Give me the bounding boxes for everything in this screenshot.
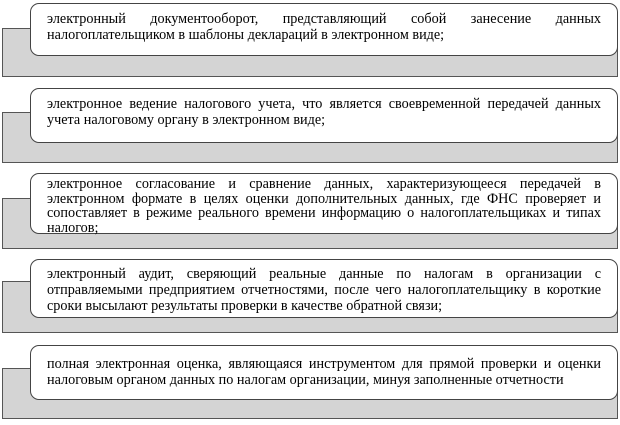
item-3-text: электронное согласование и сравнение данных, характеризующееся передачей в электронном формате в целях оценки дополнительных данных, где ФНС проверяет и сопоставляет в режиме реального времени информацию о налогоплательщиках и типах налогов; [47,176,601,236]
item-3-box [30,173,618,234]
item-4-box [30,259,618,318]
item-2-box [30,88,618,143]
item-2-text: электронное ведение налогового учета, что является своевременной передачей данных учета налоговому органу в электронном виде; [47,96,601,128]
item-1-text: электронный документооборот, представляющий собой занесение данных налогоплательщиком в шаблоны деклараций в электронном виде; [47,11,601,43]
item-1-box [30,3,618,56]
item-5-text: полная электронная оценка, являющаяся инструментом для прямой проверки и оценки налоговым органом данных по налогам организации, минуя заполненные отчетности [47,356,601,388]
item-4-text: электронный аудит, сверяющий реальные данные по налогам в организации с отправляемыми предприятием отчетностями, после чего налогоплательщику в короткие сроки высылают результаты проверки в качестве обратной связи; [47,266,601,314]
item-5-box [30,345,618,400]
